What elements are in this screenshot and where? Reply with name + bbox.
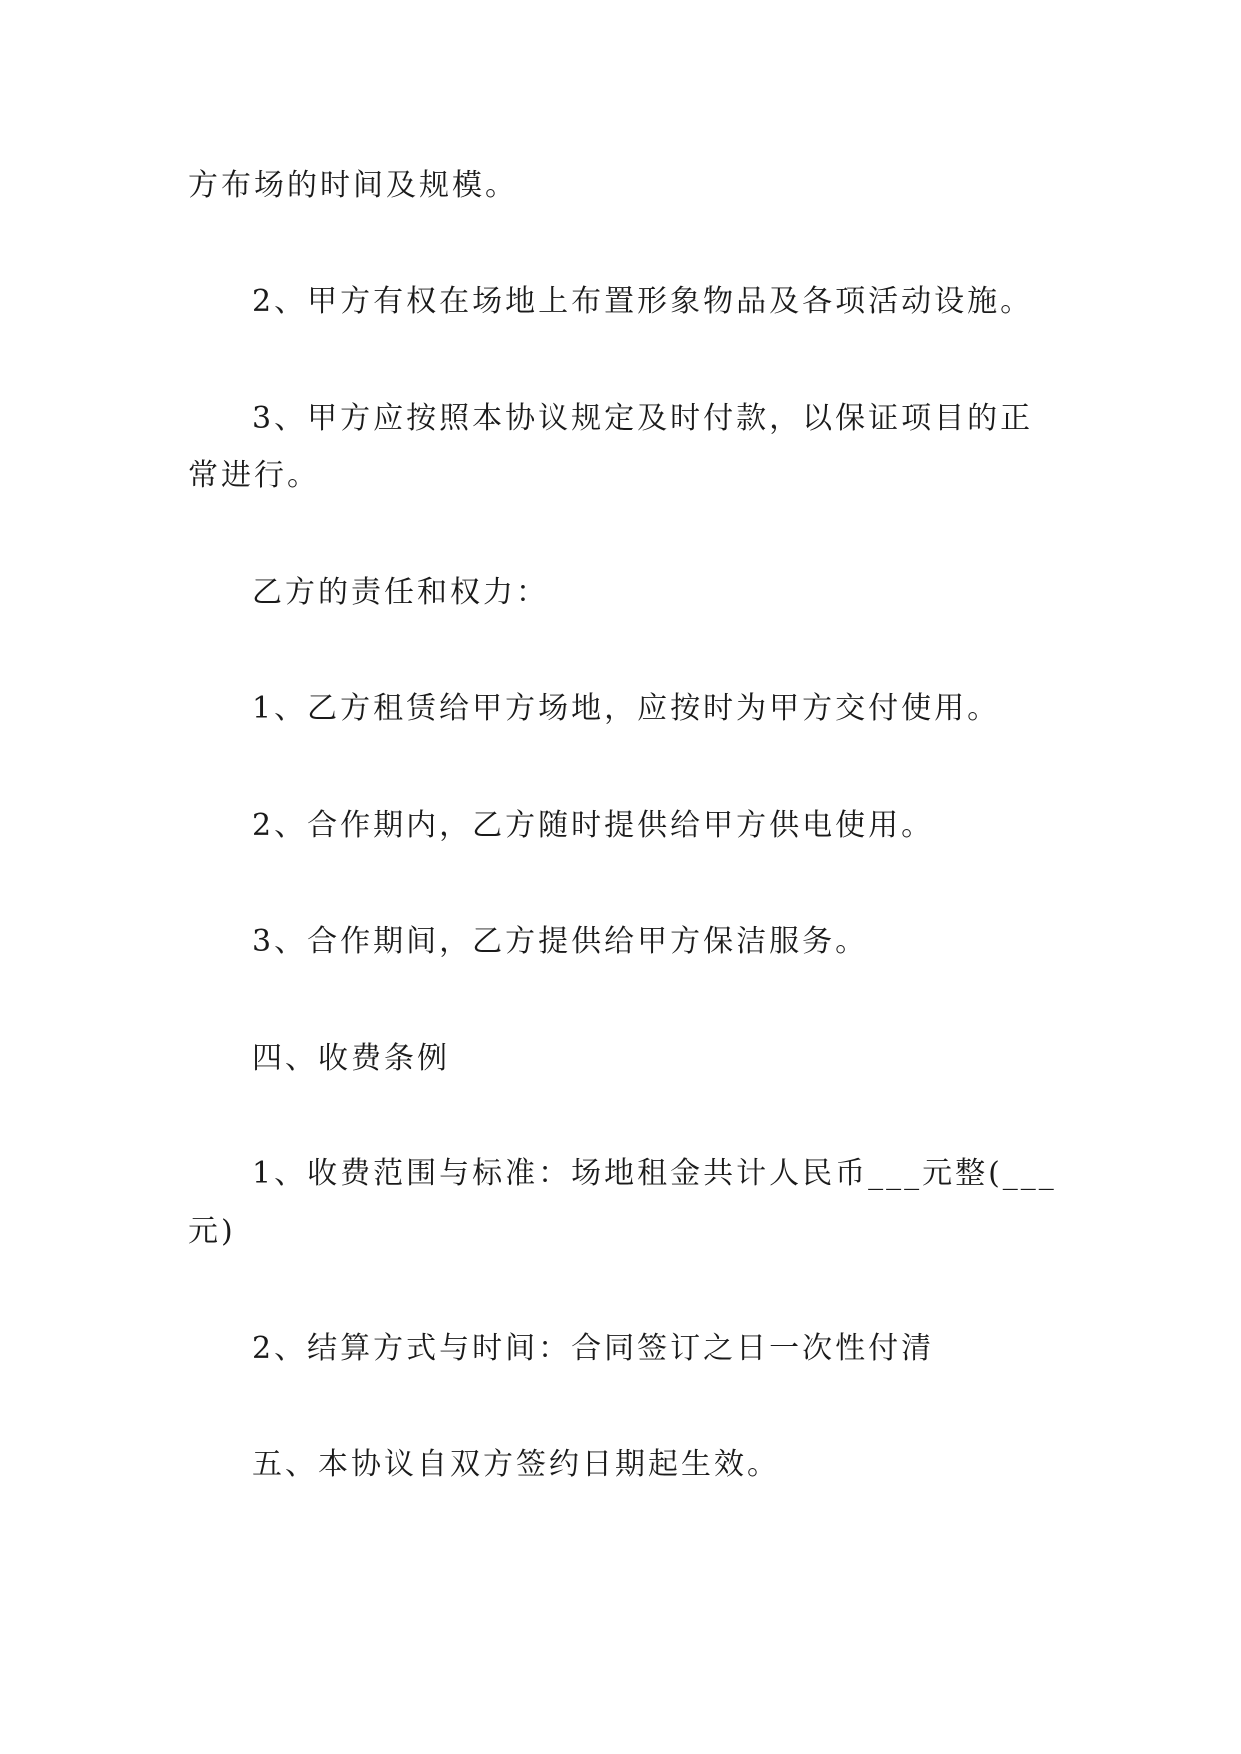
paragraph-line: 方布场的时间及规模。 bbox=[188, 168, 518, 203]
paragraph-line: 2、合作期内，乙方随时提供给甲方供电使用。 bbox=[252, 808, 935, 843]
paragraph-line: 2、结算方式与时间：合同签订之日一次性付清 bbox=[252, 1331, 935, 1366]
paragraph-line: 3、合作期间，乙方提供给甲方保洁服务。 bbox=[252, 924, 869, 959]
paragraph-line: 1、收费范围与标准：场地租金共计人民币___元整(___ bbox=[252, 1156, 1057, 1191]
paragraph-line: 2、甲方有权在场地上布置形象物品及各项活动设施。 bbox=[252, 284, 1034, 319]
section-heading: 四、收费条例 bbox=[252, 1041, 450, 1076]
paragraph-line: 元) bbox=[188, 1214, 236, 1249]
paragraph-line: 3、甲方应按照本协议规定及时付款，以保证项目的正 bbox=[252, 401, 1034, 436]
section-heading: 五、本协议自双方签约日期起生效。 bbox=[252, 1447, 780, 1482]
paragraph-line: 1、乙方租赁给甲方场地，应按时为甲方交付使用。 bbox=[252, 691, 1001, 726]
section-heading: 乙方的责任和权力： bbox=[252, 575, 549, 610]
paragraph-line: 常进行。 bbox=[188, 458, 320, 493]
